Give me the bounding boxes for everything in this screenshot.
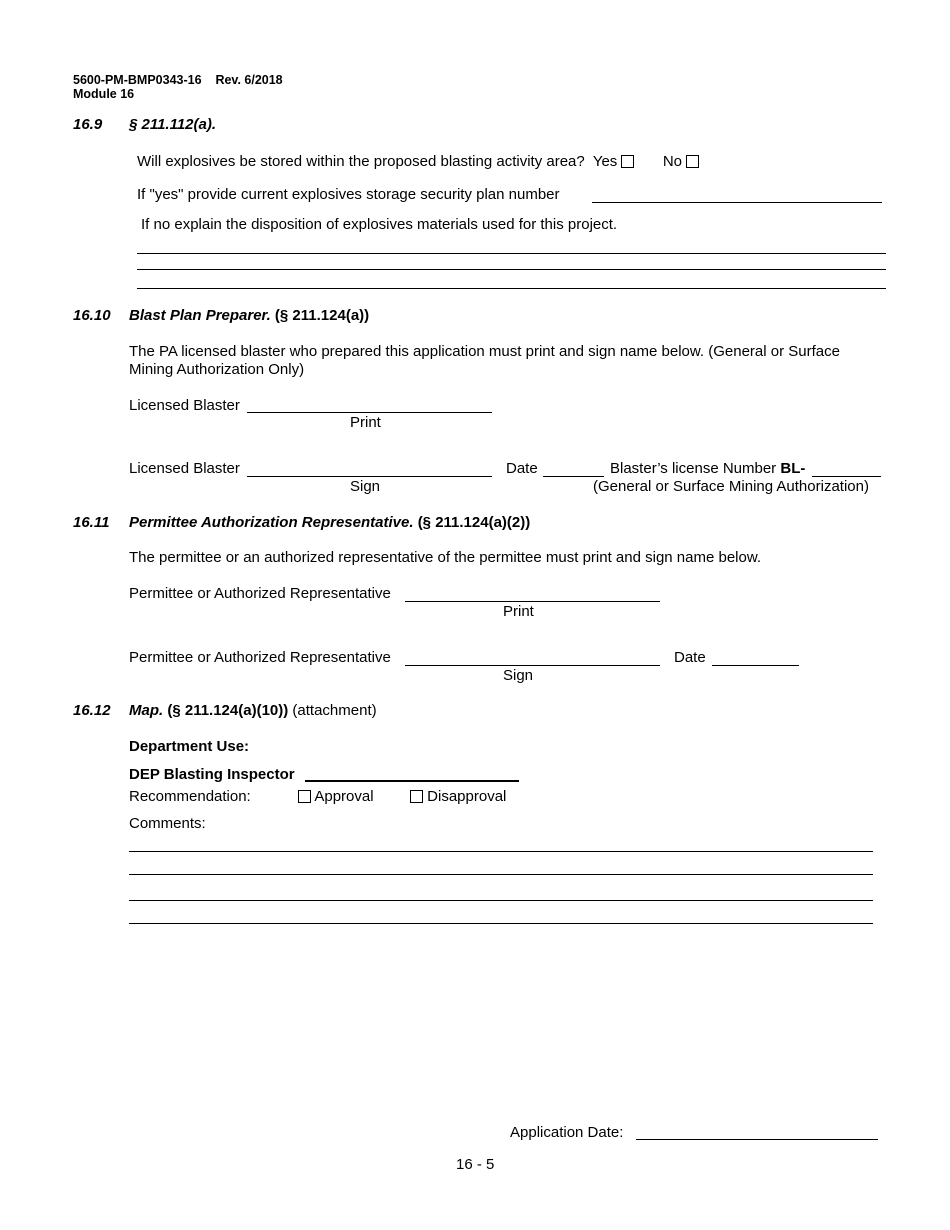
- permittee-instruction: The permittee or an authorized representative of the permittee must print and sign name below.: [129, 549, 762, 566]
- application-date-label: Application Date:: [510, 1124, 624, 1141]
- permittee-print-field[interactable]: [405, 601, 660, 602]
- yes-checkbox[interactable]: [621, 155, 634, 168]
- module-label: Module 16: [73, 87, 135, 101]
- page-number: 16 - 5: [456, 1156, 495, 1173]
- comments-line-4[interactable]: [129, 923, 873, 924]
- no-label: No: [662, 153, 682, 170]
- disapproval-label: Disapproval: [427, 788, 507, 805]
- section-title-16-11: Permittee Authorization Representative.: [129, 514, 414, 531]
- inspector-label: DEP Blasting Inspector: [129, 766, 295, 783]
- section-title-16-10: Blast Plan Preparer.: [129, 307, 271, 324]
- application-date-field[interactable]: [636, 1139, 878, 1140]
- comments-line-3[interactable]: [129, 900, 873, 901]
- form-id-line: [73, 73, 283, 87]
- section-ref-16-10: (§ 211.124(a)): [274, 307, 370, 324]
- license-number-row: [610, 460, 805, 478]
- section-ref-16-12: (§ 211.124(a)(10)): [167, 702, 289, 719]
- section-number-16-9: 16.9: [73, 116, 103, 133]
- license-prefix: BL-: [780, 460, 806, 477]
- permittee-date-label: Date: [674, 649, 706, 666]
- stored-question: Will explosives be stored within the proposed blasting activity area?: [137, 153, 585, 170]
- permittee-sign-label: Permittee or Authorized Representative: [129, 649, 391, 666]
- section-number-16-10: 16.10: [73, 307, 111, 324]
- blaster-date-label: Date: [506, 460, 538, 477]
- permittee-print-label: Permittee or Authorized Representative: [129, 585, 391, 602]
- permittee-sign-caption: Sign: [503, 667, 534, 684]
- blaster-sign-field[interactable]: [247, 476, 492, 477]
- blaster-print-caption: Print: [350, 414, 381, 431]
- permittee-sign-field[interactable]: [405, 665, 660, 666]
- form-id: 5600-PM-BMP0343-16: [73, 73, 202, 87]
- comments-line-2[interactable]: [129, 874, 873, 875]
- explain-line-2[interactable]: [137, 269, 886, 270]
- permittee-date-field[interactable]: [712, 665, 799, 666]
- permittee-print-caption: Print: [503, 603, 534, 620]
- section-title-16-9: § 211.112(a).: [129, 116, 217, 133]
- blaster-print-field[interactable]: [247, 412, 492, 413]
- comments-label: Comments:: [129, 815, 206, 832]
- recommendation-label: Recommendation:: [129, 788, 251, 805]
- inspector-field[interactable]: [305, 780, 519, 782]
- blaster-sign-caption: Sign: [350, 478, 381, 495]
- section-title-16-12-row: [129, 702, 377, 720]
- revision: Rev. 6/2018: [215, 73, 283, 87]
- section-title-16-10-row: [129, 307, 369, 325]
- blaster-instruction: The PA licensed blaster who prepared this application must print and sign name below. (General or Surface Mining Authorization Only): [129, 343, 840, 378]
- section-title-16-12: Map.: [129, 702, 164, 719]
- plan-number-field[interactable]: [592, 202, 882, 203]
- explain-line-3[interactable]: [137, 288, 886, 289]
- department-use-heading: Department Use:: [129, 738, 250, 755]
- no-checkbox[interactable]: [686, 155, 699, 168]
- approval-option[interactable]: [298, 788, 374, 806]
- disapproval-option[interactable]: [410, 788, 506, 806]
- section-number-16-11: 16.11: [73, 514, 110, 531]
- stored-question-row: [137, 153, 699, 171]
- section-number-16-12: 16.12: [73, 702, 111, 719]
- approval-checkbox[interactable]: [298, 790, 311, 803]
- disapproval-checkbox[interactable]: [410, 790, 423, 803]
- license-note: (General or Surface Mining Authorization): [593, 478, 869, 495]
- yes-label: Yes: [592, 153, 618, 170]
- comments-line-1[interactable]: [129, 851, 873, 852]
- license-number-label: Blaster’s license Number: [610, 460, 777, 477]
- approval-label: Approval: [314, 788, 374, 805]
- blaster-date-field[interactable]: [543, 476, 604, 477]
- blaster-print-label: Licensed Blaster: [129, 397, 240, 414]
- section-ref-16-11: (§ 211.124(a)(2)): [417, 514, 531, 531]
- explain-line-1[interactable]: [137, 253, 886, 254]
- blaster-sign-label: Licensed Blaster: [129, 460, 240, 477]
- license-number-field[interactable]: [812, 476, 881, 477]
- plan-number-question: If "yes" provide current explosives storage security plan number: [137, 186, 560, 203]
- section-note-16-12: (attachment): [292, 702, 377, 719]
- section-title-16-11-row: [129, 514, 530, 532]
- explain-question: If no explain the disposition of explosives materials used for this project.: [141, 216, 618, 233]
